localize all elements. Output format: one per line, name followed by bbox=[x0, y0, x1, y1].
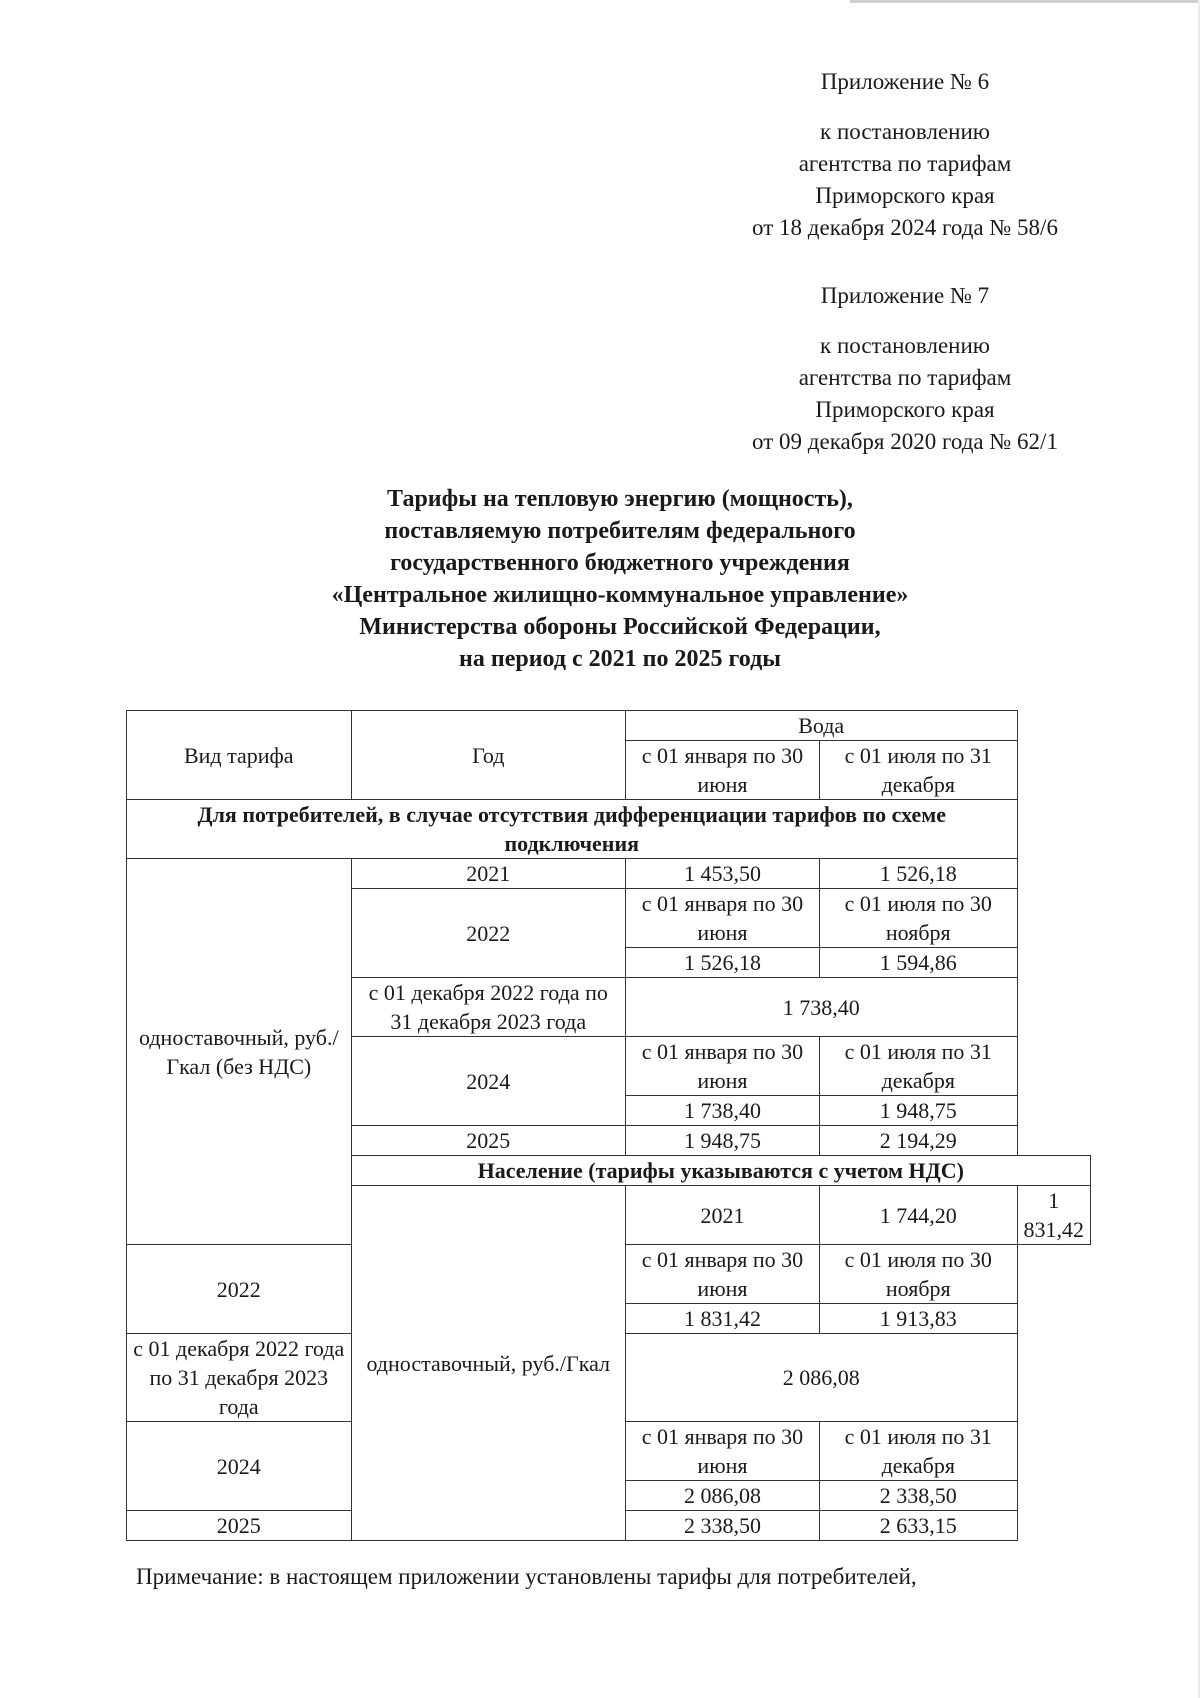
header-water: Вода bbox=[625, 711, 1017, 741]
period-cell: с 01 января по 30 июня bbox=[625, 1422, 819, 1481]
value-cell: 2 338,50 bbox=[625, 1511, 819, 1541]
period-cell: с 01 декабря 2022 года по 31 декабря 2023 года bbox=[351, 978, 625, 1037]
year-cell: 2021 bbox=[625, 1186, 819, 1245]
appendix-7-line: к постановлению bbox=[820, 333, 990, 358]
value-cell: 1 831,42 bbox=[625, 1304, 819, 1334]
appendix-7-title: Приложение № 7 bbox=[820, 283, 990, 308]
value-cell: 2 194,29 bbox=[820, 1126, 1017, 1156]
section-2-title: Население (тарифы указываются с учетом НДС) bbox=[351, 1156, 1090, 1186]
value-cell: 1 594,86 bbox=[820, 948, 1017, 978]
header-tariff-type: Вид тарифа bbox=[127, 711, 352, 800]
value-cell: 2 086,08 bbox=[625, 1481, 819, 1511]
appendix-7-block bbox=[690, 280, 1120, 458]
value-cell: 1 738,40 bbox=[625, 978, 1017, 1037]
value-cell: 2 086,08 bbox=[625, 1334, 1017, 1422]
table-row bbox=[127, 859, 1091, 889]
header-row bbox=[127, 711, 1091, 741]
note-text: Примечание: в настоящем приложении установлены тарифы для потребителей, bbox=[136, 1564, 917, 1589]
title-line: Министерства обороны Российской Федерации, bbox=[359, 614, 881, 640]
appendix-7-line: Приморского края bbox=[815, 397, 995, 422]
scan-edge-top bbox=[850, 0, 1200, 3]
section-2-tariff-label: одноставочный, руб./Гкал bbox=[351, 1186, 625, 1541]
year-cell: 2024 bbox=[351, 1037, 625, 1126]
period-cell: с 01 января по 30 июня bbox=[625, 1245, 819, 1304]
period-cell: с 01 июля по 31 декабря bbox=[820, 1037, 1017, 1096]
section-1-title: Для потребителей, в случае отсутствия дифференциации тарифов по схеме подключения bbox=[127, 800, 1018, 859]
year-cell: 2024 bbox=[127, 1422, 352, 1511]
title-line: поставляемую потребителям федерального bbox=[384, 518, 856, 544]
value-cell: 2 633,15 bbox=[820, 1511, 1017, 1541]
title-line: государственного бюджетного учреждения bbox=[390, 550, 850, 576]
period-cell: с 01 декабря 2022 года по 31 декабря 2023 года bbox=[127, 1334, 352, 1422]
year-cell: 2022 bbox=[127, 1245, 352, 1334]
header-period-2: с 01 июля по 31 декабря bbox=[820, 741, 1017, 800]
appendix-6-title: Приложение № 6 bbox=[820, 69, 990, 94]
value-cell: 1 526,18 bbox=[820, 859, 1017, 889]
title-line: «Центральное жилищно-коммунальное управление» bbox=[331, 582, 909, 608]
appendix-7-line: агентства по тарифам bbox=[798, 365, 1012, 390]
value-cell: 1 913,83 bbox=[820, 1304, 1017, 1334]
appendix-6-line: Приморского края bbox=[815, 183, 995, 208]
value-cell: 1 738,40 bbox=[625, 1096, 819, 1126]
header-period-1: с 01 января по 30 июня bbox=[625, 741, 819, 800]
year-cell: 2025 bbox=[127, 1511, 352, 1541]
title-line: Тарифы на тепловую энергию (мощность), bbox=[387, 486, 853, 512]
year-cell: 2022 bbox=[351, 889, 625, 978]
appendix-6-line: от 18 декабря 2024 года № 58/6 bbox=[752, 215, 1058, 240]
section-1-tariff-label: одноставочный, руб./Гкал (без НДС) bbox=[127, 859, 352, 1245]
appendix-6-block bbox=[690, 66, 1120, 244]
period-cell: с 01 января по 30 июня bbox=[625, 889, 819, 948]
appendix-7-line: от 09 декабря 2020 года № 62/1 bbox=[752, 429, 1058, 454]
period-cell: с 01 января по 30 июня bbox=[625, 1037, 819, 1096]
title-line: на период с 2021 по 2025 годы bbox=[459, 646, 781, 672]
value-cell: 1 948,75 bbox=[625, 1126, 819, 1156]
year-cell: 2021 bbox=[351, 859, 625, 889]
section-row bbox=[127, 800, 1091, 859]
appendix-6-line: к постановлению bbox=[820, 119, 990, 144]
value-cell: 1 744,20 bbox=[820, 1186, 1017, 1245]
value-cell: 1 831,42 bbox=[1017, 1186, 1091, 1245]
header-year: Год bbox=[351, 711, 625, 800]
tariff-table bbox=[126, 710, 1091, 1541]
document-title bbox=[200, 483, 1040, 675]
period-cell: с 01 июля по 30 ноября bbox=[820, 889, 1017, 948]
appendix-6-line: агентства по тарифам bbox=[798, 151, 1012, 176]
period-cell: с 01 июля по 30 ноября bbox=[820, 1245, 1017, 1304]
value-cell: 2 338,50 bbox=[820, 1481, 1017, 1511]
value-cell: 1 453,50 bbox=[625, 859, 819, 889]
value-cell: 1 526,18 bbox=[625, 948, 819, 978]
year-cell: 2025 bbox=[351, 1126, 625, 1156]
value-cell: 1 948,75 bbox=[820, 1096, 1017, 1126]
period-cell: с 01 июля по 31 декабря bbox=[820, 1422, 1017, 1481]
